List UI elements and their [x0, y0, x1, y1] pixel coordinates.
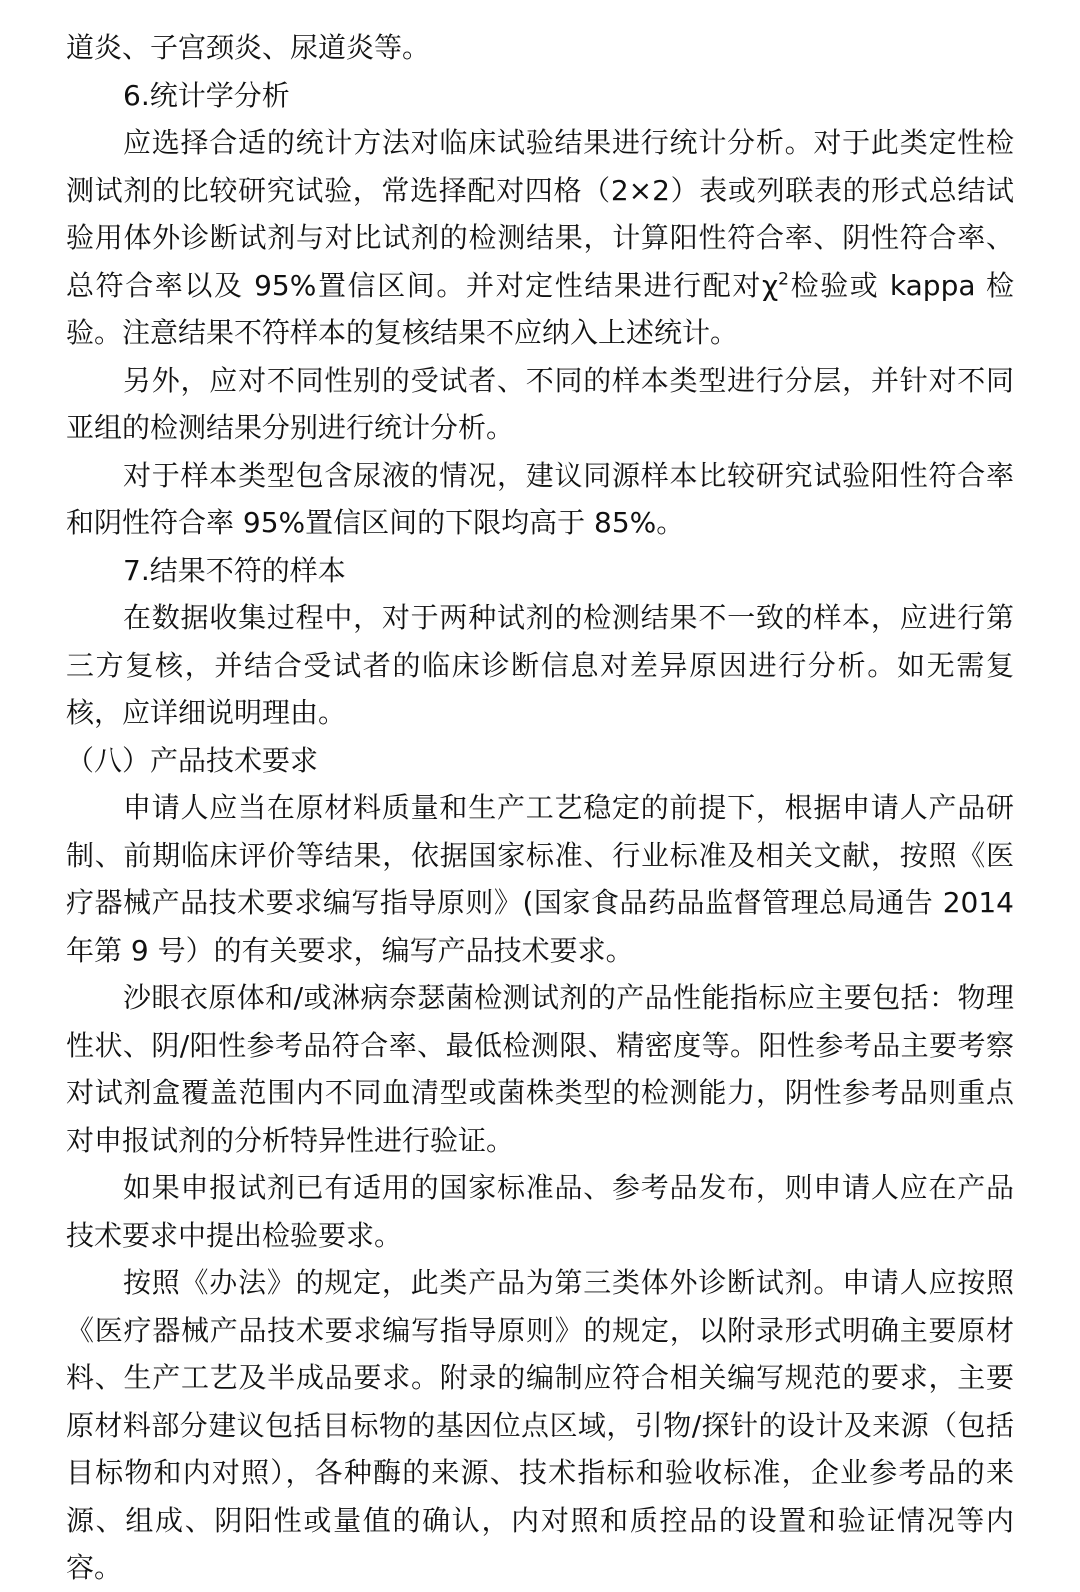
paragraph-statistics-method	[66, 119, 1014, 357]
section-heading-statistics: 6.统计学分析	[123, 78, 290, 112]
paragraph-technical-requirements: 申请人应当在原材料质量和生产工艺稳定的前提下，根据申请人产品研制、前期临床评价等结果，依据国家标准、行业标准及相关文献，按照《医疗器械产品技术要求编写指导原则》(国家食品药品监督管理总局通告 2014 年第 9 号）的有关要求，编写产品技术要求。	[66, 791, 1014, 967]
paragraph-discordant-samples: 在数据收集过程中，对于两种试剂的检测结果不一致的样本，应进行第三方复核，并结合受试者的临床诊断信息对差异原因进行分析。如无需复核，应详细说明理由。	[66, 601, 1014, 729]
paragraph-performance-indicators: 沙眼衣原体和/或淋病奈瑟菌检测试剂的产品性能指标应主要包括：物理性状、阴/阳性参考品符合率、最低检测限、精密度等。阳性参考品主要考察对试剂盒覆盖范围内不同血清型或菌株类型的检测能力，阴性参考品则重点对申报试剂的分析特异性进行验证。	[66, 981, 1014, 1157]
paragraph-statistics-text-a: 应选择合适的统计方法对临床试验结果进行统计分析。对于此类定性检测试剂的比较研究试验，常选择配对四格（2×2）表或列联表的形式总结试验用体外诊断试剂与对比试剂的检测结果，计算阳性符合率、阴性符合率、总符合率以及 95%置信区间。并对定性结果进行配对χ	[66, 126, 1014, 302]
paragraph-continuation: 道炎、子宫颈炎、尿道炎等。	[66, 31, 431, 64]
section-heading-technical-requirements: （八）产品技术要求	[66, 743, 319, 777]
document-page	[66, 24, 1014, 1592]
paragraph-national-standards: 如果申报试剂已有适用的国家标准品、参考品发布，则申请人应在产品技术要求中提出检验要求。	[66, 1171, 1014, 1252]
chi-square-superscript: 2	[778, 269, 789, 290]
paragraph-urine-samples: 对于样本类型包含尿液的情况，建议同源样本比较研究试验阳性符合率和阴性符合率 95%置信区间的下限均高于 85%。	[66, 458, 1014, 539]
paragraph-stratification: 另外，应对不同性别的受试者、不同的样本类型进行分层，并针对不同亚组的检测结果分别进行统计分析。	[66, 363, 1014, 444]
paragraph-appendix-requirements: 按照《办法》的规定，此类产品为第三类体外诊断试剂。申请人应按照《医疗器械产品技术要求编写指导原则》的规定，以附录形式明确主要原材料、生产工艺及半成品要求。附录的编制应符合相关编写规范的要求，主要原材料部分建议包括目标物的基因位点区域，引物/探针的设计及来源（包括目标物和内对照），各种酶的来源、技术指标和验收标准，企业参考品的来源、组成、阴阳性或量值的确认，内对照和质控品的设置和验证情况等内容。	[66, 1266, 1014, 1584]
paragraph-statistics-text-b: 检验或 kappa 检验。注意结果不符样本的复核结果不应纳入上述统计。	[66, 268, 1015, 349]
section-heading-discordant-samples: 7.结果不符的样本	[123, 553, 346, 587]
